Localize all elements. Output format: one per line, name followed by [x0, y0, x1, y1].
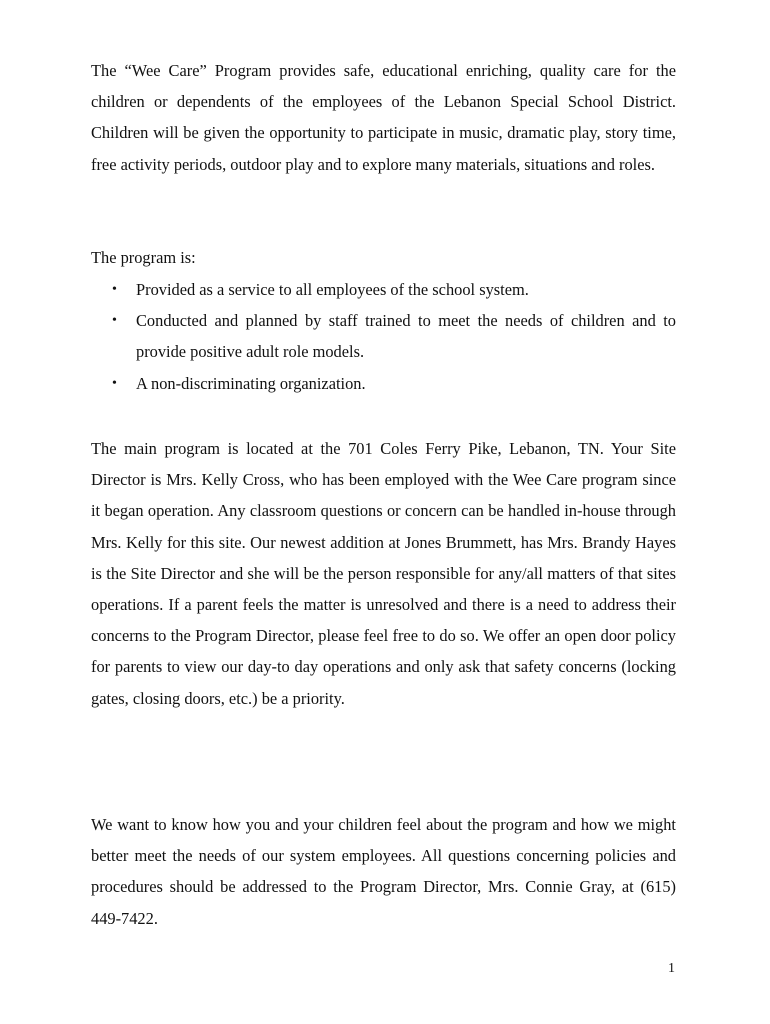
bullet-icon: • — [112, 282, 117, 297]
feedback-paragraph: We want to know how you and your children feel about the program and how we might better meet the needs of our system employees. All questions concerning policies and procedures should be addressed to the Program Director, Mrs. Connie Gray, at (615) 449-7422. — [91, 815, 676, 928]
list-item-text: Conducted and planned by staff trained to meet the needs of children and to provide positive adult role models. — [136, 311, 676, 362]
bullet-icon: • — [112, 375, 117, 391]
page-number: 1 — [668, 961, 675, 976]
location-paragraph: The main program is located at the 701 Coles Ferry Pike, Lebanon, TN. Your Site Director is Mrs. Kelly Cross, who has been employed with the Wee Care program since it began operation. Any classroom questions or concern can be handled in-house through Mrs. Kelly for this site. Our newest addition at Jones Brummett, has Mrs. Brandy Hayes is the Site Director and she will be the person responsible for any/all matters of that sites operations. If a parent feels the matter is unresolved and there is a need to address their concerns to the Program Director, please feel free to do so. We offer an open door policy for parents to view our day-to day operations and only ask that safety concerns (locking gates, closing doors, etc.) be a priority. — [91, 439, 676, 708]
list-item-text: Provided as a service to all employees of the school system. — [136, 280, 529, 299]
bullet-icon: • — [112, 313, 117, 329]
list-item — [91, 274, 676, 305]
list-item — [91, 305, 676, 367]
list-item — [91, 368, 676, 399]
program-bullet-list — [91, 274, 676, 399]
intro-paragraph: The “Wee Care” Program provides safe, educational enriching, quality care for the children or dependents of the employees of the Lebanon Special School District. Children will be given the opportunity to participate in music, dramatic play, story time, free activity periods, outdoor play and to explore many materials, situations and roles. — [91, 61, 676, 174]
program-list-heading: The program is: — [91, 248, 196, 267]
list-item-text: A non-discriminating organization. — [136, 373, 366, 393]
